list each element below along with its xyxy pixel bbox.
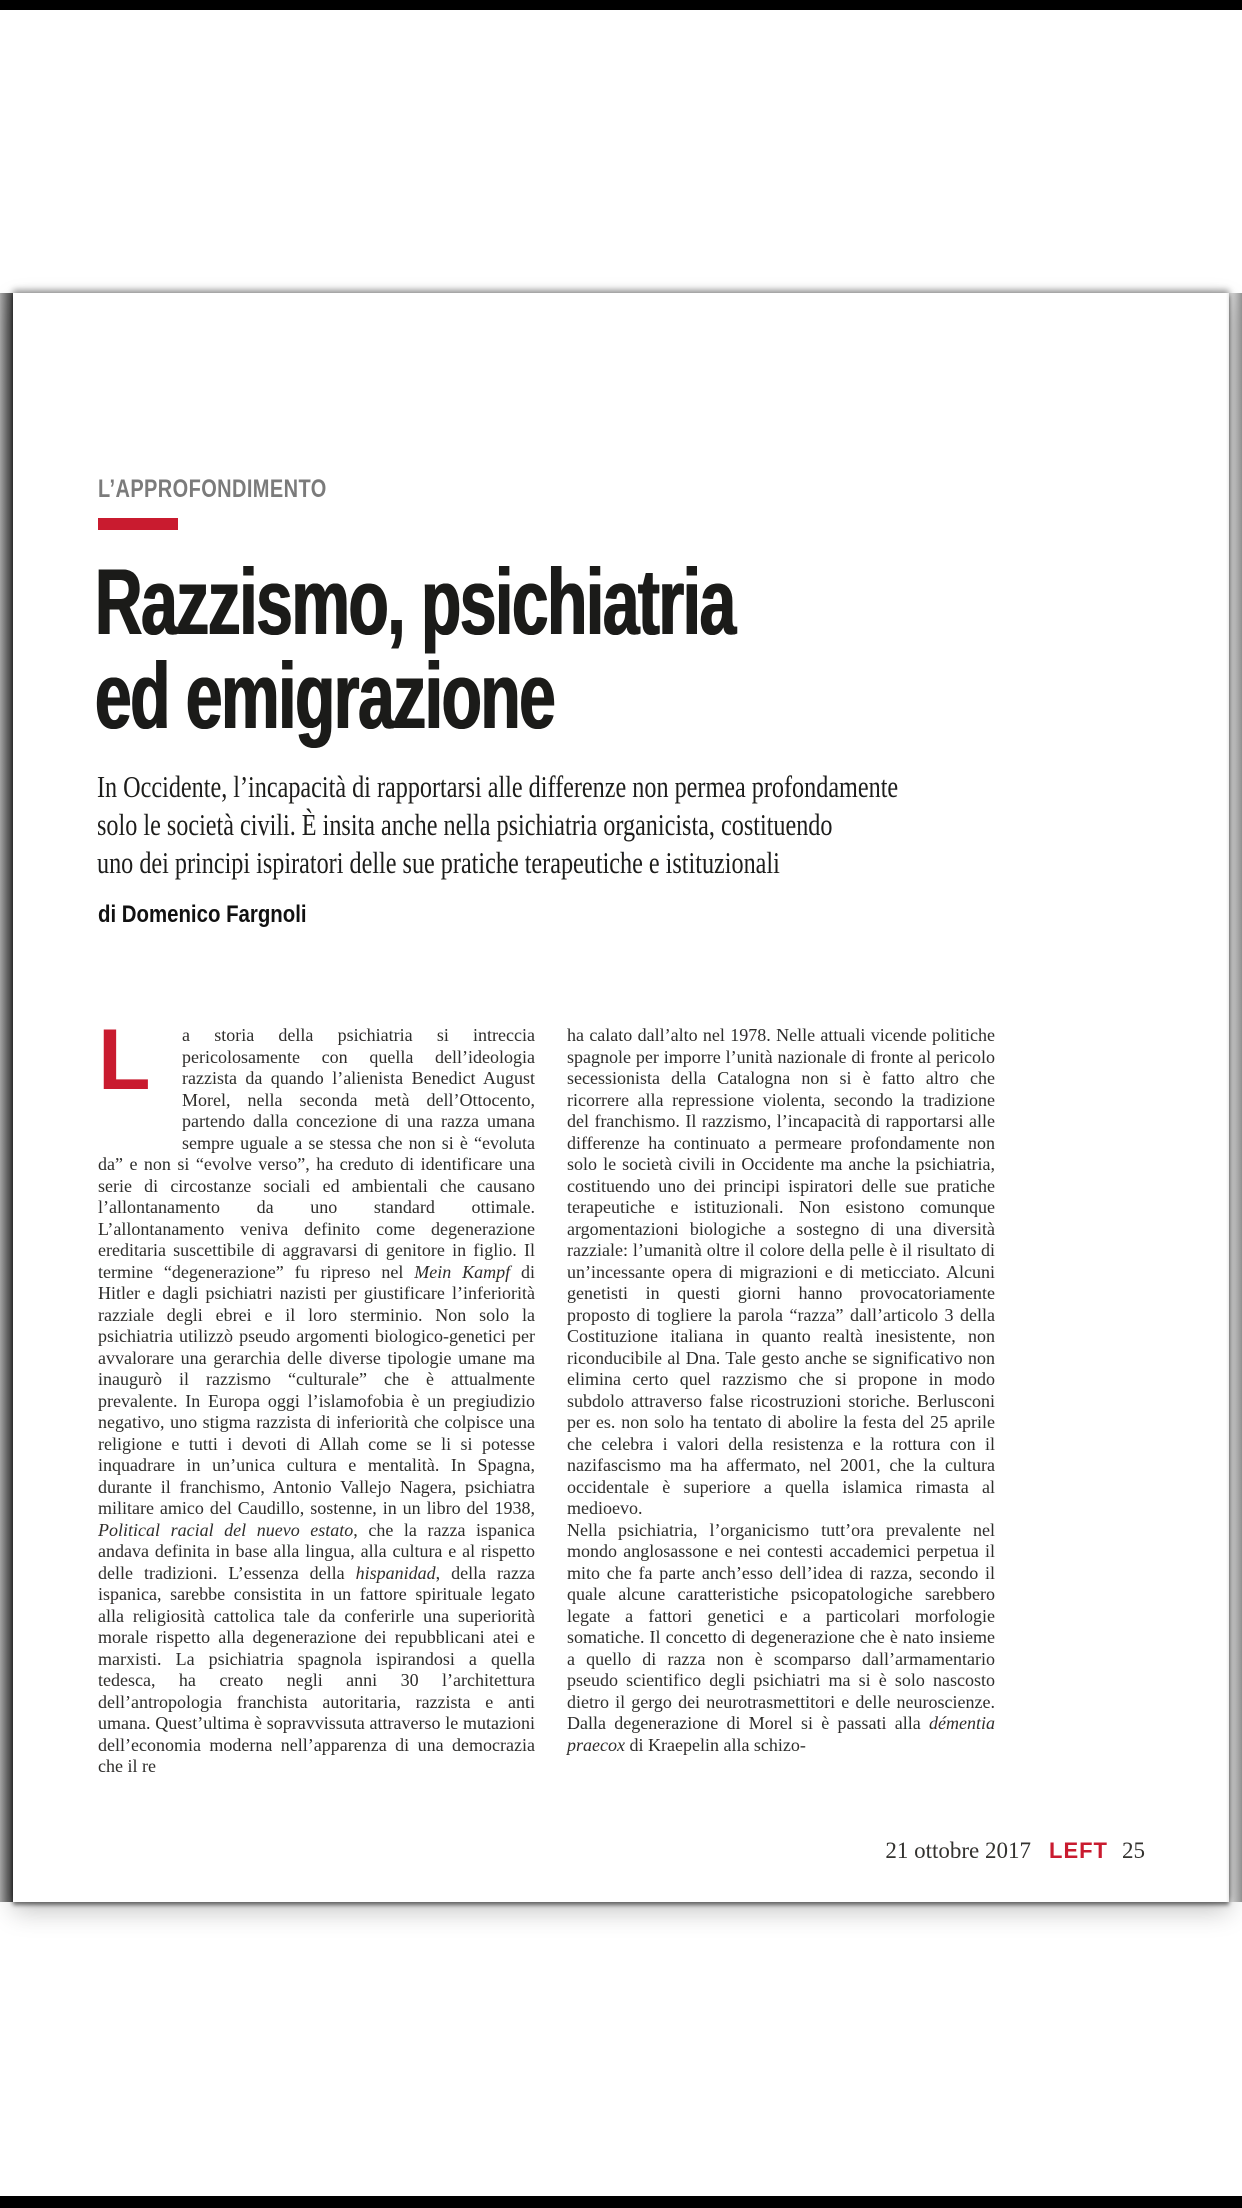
italic-text-run: démentia praecox — [567, 1713, 995, 1755]
page-folio — [885, 1838, 1145, 1864]
text-run: a storia della psichiatria si intreccia pericolosamente con quella dell’ideologia razzista da quando l’alienista Benedict August Morel, nella seconda metà dell’Ottocento, partendo dalla concezione di una razza umana sempre uguale a se stessa che non si è “evoluta da” e non si “evolve verso”, ha creduto di identificare una serie di circostanze sociali ed ambientali che causano l’allontanamento da uno standard ottimale. L’allontanamento veniva definito come degenerazione ereditaria suscettibile di aggravarsi di genitore in figlio. Il termine “degenerazione” fu ripreso nel — [98, 1025, 535, 1282]
spine-shadow — [0, 293, 13, 1902]
magazine-page[interactable] — [13, 293, 1229, 1902]
top-black-bar — [0, 0, 1242, 10]
folio-page-number: 25 — [1122, 1838, 1145, 1863]
article-title-line2: ed emigrazione — [95, 643, 555, 748]
bottom-black-bar — [0, 2196, 1242, 2208]
drop-cap: L — [98, 1012, 151, 1108]
body-paragraph — [567, 1025, 995, 1520]
italic-text-run: Political racial del nuevo estato — [98, 1519, 354, 1540]
text-run: ha calato dall’alto nel 1978. Nelle attuali vicende politiche spagnole per imporre l’unità nazionale di fronte al pericolo secessionista della Catalogna non si è fatto altro che ricorrere alla repressione violenta, secondo la tradizione del franchismo. Il razzismo, l’incapacità di rapportarsi alle differenze ha continuato a permeare profondamente non solo le società civili in Occidente ma anche la psichiatria, costituendo uno dei principi ispiratori delle sue pratiche terapeutiche e istituzionali. Non esistono comunque argomentazioni biologiche a sostegno di una diversità razziale: l’umanità oltre il colore della pelle è il risultato di un’incessante opera di migrazioni e di meticciato. Alcuni genetisti in questi giorni hanno provocatoriamente proposto di togliere la parola “razza” dall’articolo 3 della Costituzione italiana in quanto realtà inesistente, non riconducibile al Dna. Tale gesto anche se significativo non elimina certo quel razzismo che si propone in modo subdolo attraverso false ricostruzioni storiche. Berlusconi per es. non solo ha tentato di abolire la festa del 25 aprile che celebra i valori della resistenza e la rottura con il nazifascismo ma ha affermato, nel 2001, che la cultura occidentale è superiore a quella islamica rimasta al medioevo. — [567, 1025, 995, 1518]
body-column-left — [98, 1012, 535, 1778]
article-title-line1: Razzismo, psichiatria — [95, 549, 735, 654]
standfirst-line: solo le società civili. È insita anche nella psichiatria organicista, costituendo — [97, 807, 833, 842]
magazine-logo: LEFT — [1049, 1838, 1108, 1863]
text-run: , della razza ispanica, sarebbe consistita in un fattore spirituale legato alla religiosità cattolica tale da conferirle una superiorità morale rispetto alla degenerazione dei repubblicani atei e marxisti. La psichiatria spagnola ispirandosi a quella tedesca, ha creato negli anni 30 l’architettura dell’antropologia franchista autoritaria, razzista e anti umana. Quest’ultima è sopravvissuta attraverso le mutazioni dell’economia moderna nell’apparenza di una democrazia che il re — [98, 1562, 535, 1776]
italic-text-run: hispanidad — [355, 1562, 436, 1583]
kicker-rule — [98, 518, 178, 530]
body-paragraph — [567, 1520, 995, 1757]
next-page-edge[interactable] — [1226, 293, 1242, 1902]
text-run: , che la razza ispanica andava definita in base alla lingua, alla cultura e al rispetto delle tradizioni. L’essenza della — [98, 1519, 535, 1583]
byline: di Domenico Fargnoli — [98, 901, 307, 928]
body-paragraph — [98, 1012, 535, 1778]
standfirst-line: uno dei principi ispiratori delle sue pratiche terapeutiche e istituzionali — [97, 845, 780, 880]
text-run: di Hitler e dagli psichiatri nazisti per giustificare l’inferiorità razziale degli ebrei e il loro sterminio. Non solo la psichiatria utilizzò pseudo argomenti biologico-genetici per avvalorare una gerarchia delle diverse tipologie umane ma inaugurò il razzismo “culturale” che è attualmente prevalente. In Europa oggi l’islamofobia è un pregiudizio negativo, uno stigma razzista di inferiorità che colpisce una religione e tutti i devoti di Allah come se li si potesse inquadrare in un’unica cultura e mentalità. In Spagna, durante il franchismo, Antonio Vallejo Nagera, psichiatra militare amico del Caudillo, sostenne, in un libro del 1938, — [98, 1261, 535, 1518]
text-run: di Kraepelin alla schizo- — [624, 1734, 806, 1755]
kicker-label: L’APPROFONDIMENTO — [98, 475, 327, 503]
italic-text-run: Mein Kampf — [414, 1261, 511, 1282]
standfirst-line: In Occidente, l’incapacità di rapportarsi alle differenze non permea profondamente — [97, 769, 899, 804]
standfirst — [97, 768, 898, 882]
text-run: Nella psichiatria, l’organicismo tutt’ora prevalente nel mondo anglosassone e nei contesti accademici perpetua il mito che fa parte anch’esso dell’idea di razza, secondo il quale alcune caratteristiche psicopatologiche sarebbero legate a fattori genetici e a particolari morfologie somatiche. Il concetto di degenerazione che è nato insieme a quello di razza non è scomparso dall’armamentario pseudo scientifico degli psichiatri ma si è solo nascosto dietro il gergo dei neurotrasmettitori e delle neuroscienze. Dalla degenerazione di Morel si è passati alla — [567, 1519, 995, 1733]
article-title — [95, 549, 735, 748]
folio-date: 21 ottobre 2017 — [885, 1838, 1031, 1863]
body-column-right — [567, 1025, 995, 1756]
